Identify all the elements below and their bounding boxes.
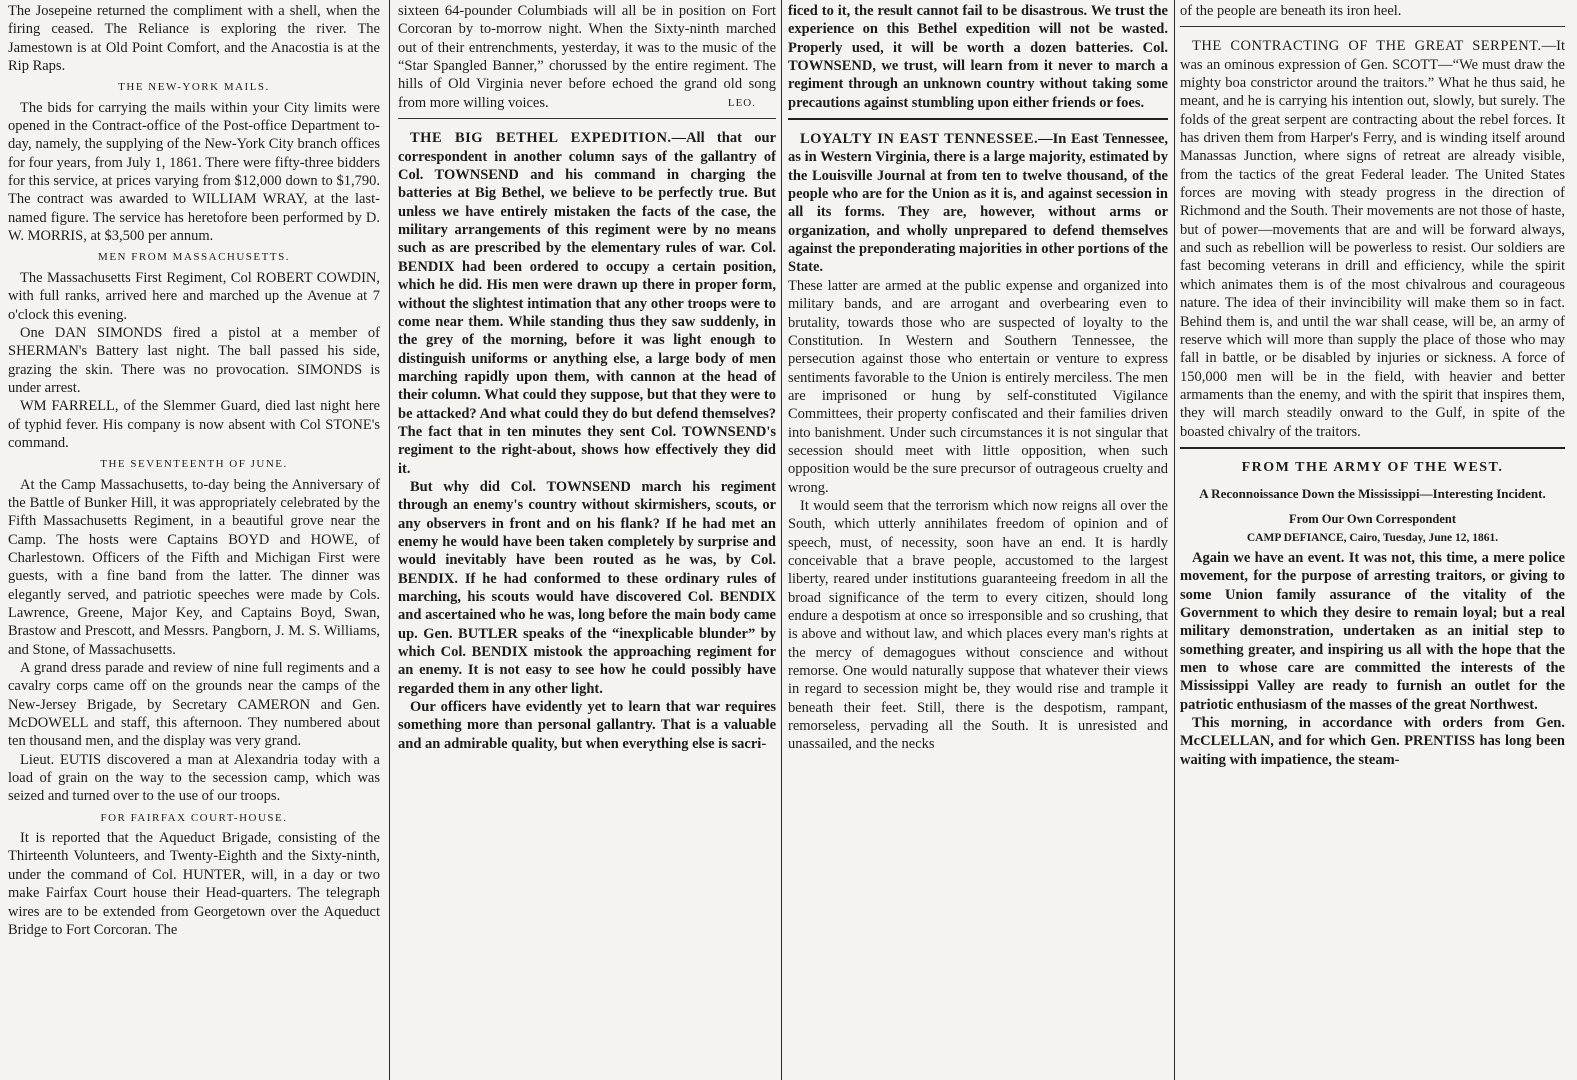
- paragraph: [788, 130, 1168, 277]
- paragraph-text: Again we have an event. It was not, this time, a mere police movement, for the purpose of arresting traitors, or giving to some Union family assurance of the vitality of the Government to which they desire to remain loyal; but a real military demonstration, undertaken as an initial step to something greater, and inspiring us all with the hope that the men to whose care are committed the interests of the Mississippi Valley are ready to furnish an outlet for the patriotic enthusiasm of the masses of the great Northwest.: [1180, 549, 1565, 713]
- paragraph: [8, 751, 380, 806]
- paragraph: [8, 2, 380, 75]
- paragraph: [8, 659, 380, 751]
- paragraph-text: sixteen 64-pounder Columbiads will all be in position on Fort Corcoran by to-morrow night. When the Sixty-ninth marched out of their entrenchments, yesterday, it was to the music of the “Star Spangled Banner,” chorussed by the entire regiment. The hills of Old Virginia never before echoed the grand old song from more willing voices.: [398, 3, 776, 111]
- paragraph: [398, 478, 776, 698]
- section-heading: THE NEW-YORK MAILS.: [118, 81, 270, 94]
- paragraph-text: The bids for carrying the mails within your City limits were opened in the Contract-office of the Post-office Department to-day, namely, the supplying of the New-York City branch offices for four years, from July 1, 1861. There were fifty-three bidders for this service, at prices varying from $12,000 down to $1,790. The contract was awarded to WILLIAM WRAY, at the last-named figure. The service has heretofore been performed by D. W. MORRIS, at $3,500 per annum.: [8, 99, 380, 245]
- paragraph: [8, 829, 380, 939]
- paragraph: [788, 277, 1168, 497]
- paragraph-text: The Josepeine returned the compliment with a shell, when the firing ceased. The Reliance is exploring the river. The Jamestown is at Old Point Comfort, and the Anacostia is at the Rip Raps.: [8, 3, 380, 75]
- paragraph-text: It is reported that the Aqueduct Brigade, consisting of the Thirteenth Volunteers, and Twenty-Eighth and the Sixty-ninth, under the command of Col. HUNTER, will, in a day or two make Fairfax Court house their Head-quarters. The telegraph wires are to be extended from Georgetown over the Aqueduct Bridge to Fort Corcoran. The: [8, 830, 380, 938]
- section-heading: MEN FROM MASSACHUSETTS.: [98, 251, 290, 264]
- paragraph-text: —In East Tennessee, as in Western Virginia, there is a large majority, estimated by the Louisville Journal at from ten to twelve thousand, of the people who are for the Union as it is, and against secession in all its forms. They are, however, without arms or organization, and wholly unprepared to defend themselves against the preponderating majorities in other portions of the State.: [788, 131, 1168, 276]
- paragraph: [1180, 714, 1565, 769]
- paragraph: [8, 397, 380, 452]
- paragraph-text: It would seem that the terrorism which now reigns all over the South, which utterly annihilates freedom of opinion and of speech, must, of necessity, soon have an end. It is hardly conceivable that a brave people, accustomed to the largest liberty, reared under institutions guaranteeing freedom in all the broad significance of the term to every citizen, should long endure a despotism at once so irresponsible and so crushing, that is above and without law, and which places every man's rights at the mercy of demagogues without conscience and without remorse. One would naturally suppose that whatever their views in regard to secession might be, they would rise and trample it beneath their feet. Still, there is the despotism, rampant, remorseless, pervading all the South. It is unresisted and unassailed, and the necks: [788, 497, 1168, 753]
- paragraph: [8, 269, 380, 324]
- paragraph: [1180, 549, 1565, 714]
- paragraph: [1180, 2, 1565, 20]
- section-divider: [1180, 447, 1565, 449]
- paragraph-text: A grand dress parade and review of nine full regiments and a cavalry corps came off on the grounds near the camps of the New-Jersey Brigade, by Secretary CAMERON and Gen. McDOWELL and staff, this afternoon. They numbered about ten thousand men, and the display was very grand.: [8, 660, 380, 750]
- column-1: [8, 0, 380, 1080]
- paragraph-text: This morning, in accordance with orders from Gen. McCLELLAN, and for which Gen. PRENTISS has long been waiting with impatience, the steam-: [1180, 715, 1565, 768]
- run-in-heading: THE BIG BETHEL EXPEDITION.: [410, 130, 672, 147]
- column-4: [1180, 0, 1565, 1080]
- paragraph-text: At the Camp Massachusetts, to-day being the Anniversary of the Battle of Bunker Hill, it was appropriately celebrated by the Fifth Massachusetts Regiment, in a beautiful grove near the Camp. The hosts were Captains BOYD and HOWE, of Charlestown. Officers of the Fifth and Michigan First were guests, with a fine band from the latter. The dinner was elegantly served, and patriotic speeches were made by Cols. Lawrence, Greene, Major Key, and Captains Boyd, Swan, Brastow and Prescott, and Messrs. Pangborn, J. M. S. Williams, and Stone, of Massachusetts.: [8, 476, 380, 658]
- dateline: CAMP DEFIANCE, Cairo, Tuesday, June 12, 1861.: [1246, 531, 1499, 544]
- paragraph-text: ficed to it, the result cannot fail to be disastrous. We trust the experience on this Bethel expedition will not be wasted. Properly used, it will be worth a dozen batteries. Col. TOWNSEND, we trust, will learn from it never to march a regiment through an unknown country without taking some precautions against stumbling upon either friends or foes.: [788, 3, 1168, 111]
- paragraph: [398, 129, 776, 478]
- paragraph: [788, 2, 1168, 112]
- paragraph: [788, 497, 1168, 754]
- paragraph-text: of the people are beneath its iron heel.: [1180, 3, 1402, 19]
- section-heading: FOR FAIRFAX COURT-HOUSE.: [100, 811, 288, 824]
- article-headline: FROM THE ARMY OF THE WEST.: [1241, 459, 1504, 475]
- paragraph: [1180, 37, 1565, 441]
- paragraph-text: —All that our correspondent in another column says of the gallantry of Col. TOWNSEND and his command in charging the batteries at Big Bethel, we believe to be perfectly true. But unless we have entirely mistaken the facts of the case, the military arrangements of this regiment were by no means such as are prescribed by the elementary rules of war. Col. BENDIX had been ordered to occupy a certain position, which he did. His men were drawn up there in proper form, without the slightest intimation that any other troops were to come near them. While standing thus they saw suddenly, in the grey of the morning, before it was light enough to distinguish uniforms or anything else, a large body of men marching rapidly upon them, with cannon at the head of their column. What could they suppose, but that they were to be attacked? And what could they do but defend themselves? The fact that in ten minutes they sent Col. TOWNSEND's regiment to the right-about, shows how effectively they did it.: [398, 130, 776, 477]
- section-divider: [398, 118, 776, 119]
- column-rule: [1174, 0, 1175, 1080]
- paragraph: [398, 698, 776, 753]
- section-heading: THE SEVENTEENTH OF JUNE.: [100, 458, 288, 471]
- column-rule: [781, 0, 782, 1080]
- paragraph-text: WM FARRELL, of the Slemmer Guard, died last night here of typhid fever. His company is now absent with Col STONE's command.: [8, 398, 380, 451]
- column-3: [788, 0, 1168, 1080]
- section-divider: [788, 118, 1168, 120]
- run-in-heading: THE CONTRACTING OF THE GREAT SERPENT.: [1192, 38, 1542, 55]
- paragraph: [8, 476, 380, 659]
- paragraph: [8, 99, 380, 246]
- paragraph: [8, 324, 380, 397]
- run-in-heading: LOYALTY IN EAST TENNESSEE.: [800, 131, 1039, 148]
- article-subheadline: A Reconnoissance Down the Mississippi—Interesting Incident.: [1199, 486, 1546, 502]
- paragraph-text: —It was an ominous expression of Gen. SCOTT—“We must draw the mighty boa constrictor around the traitors.” What he thus said, he meant, and he is carrying his intention out, slowly, but surely. The folds of the great serpent are contracting about the rebel forces. It has driven them from Harper's Ferry, and is winding itself around Manassas Junction, where signs of retreat are already visible, from the tactics of the great Federal leader. The United States forces are moving with steady progress in the direction of Richmond and the South. Their movements are not those of haste, but of power—movements that are and will be forward always, and such as rebellion will be powerless to resist. Our soldiers are fast becoming veterans in drill and efficiency, while the spirit which animates them is of the most chivalrous and courageous nature. The idea of their invincibility will make them so in fact. Behind them is, and until the war shall cease, will be, an army of reserve which will more than supply the place of those who may fall in battle, or be disabled by injuries or sickness. A force of 150,000 men will be in the field, with heavier and better armaments than the enemy, and with the spirit that inspires them, they will march steadily onward to the Gulf, in spite of the boasted chivalry of the traitors.: [1180, 38, 1565, 440]
- paragraph-text: Lieut. EUTIS discovered a man at Alexandria today with a load of grain on the way to the secession camp, which was seized and turned over to the use of our troops.: [8, 751, 380, 805]
- paragraph-text: These latter are armed at the public expense and organized into military bands, and are arrogant and overbearing even to brutality, towards those who are suspected of loyalty to the Constitution. In Western and Southern Tennessee, the persecution against those who entertain or venture to express sentiments favorable to the Union is entirely merciless. The men are imprisoned or hung by self-constituted Vigilance Committees, their property confiscated and their families driven into banishment. Under such circumstances it is not singular that secession should meet with little opposition, when such opposition would be the sure precursor of outrageous cruelty and wrong.: [788, 277, 1168, 496]
- paragraph-text: Our officers have evidently yet to learn that war requires something more than personal gallantry. That is a valuable and an admirable quality, but when everything else is sacri-: [398, 699, 776, 752]
- column-rule: [389, 0, 390, 1080]
- paragraph-text: But why did Col. TOWNSEND march his regiment through an enemy's country without skirmishers, scouts, or any observers in front and on his flank? If he had met an enemy he would have been taken completely by surprise and would inevitably have been routed as he was, by Col. BENDIX. If he had conformed to these ordinary rules of marching, his scouts would have discovered Col. BENDIX and ascertained who he was, long before the main body came up. Gen. BUTLER speaks of the “inexplicable blunder” by which Col. BENDIX mistook the approaching regiment for an enemy. It is not easy to see how he could possibly have regarded them in any other light.: [398, 478, 776, 697]
- byline: From Our Own Correspondent: [1288, 512, 1457, 527]
- section-divider: [1180, 26, 1565, 27]
- column-2: [398, 0, 776, 1080]
- signature: LEO.: [727, 97, 756, 110]
- paragraph-text: One DAN SIMONDS fired a pistol at a member of SHERMAN's Battery last night. The ball passed his side, grazing the skin. There was no provocation. SIMONDS is under arrest.: [8, 324, 380, 396]
- paragraph-text: The Massachusetts First Regiment, Col ROBERT COWDIN, with full ranks, arrived here and marched up the Avenue at 7 o'clock this evening.: [8, 269, 380, 323]
